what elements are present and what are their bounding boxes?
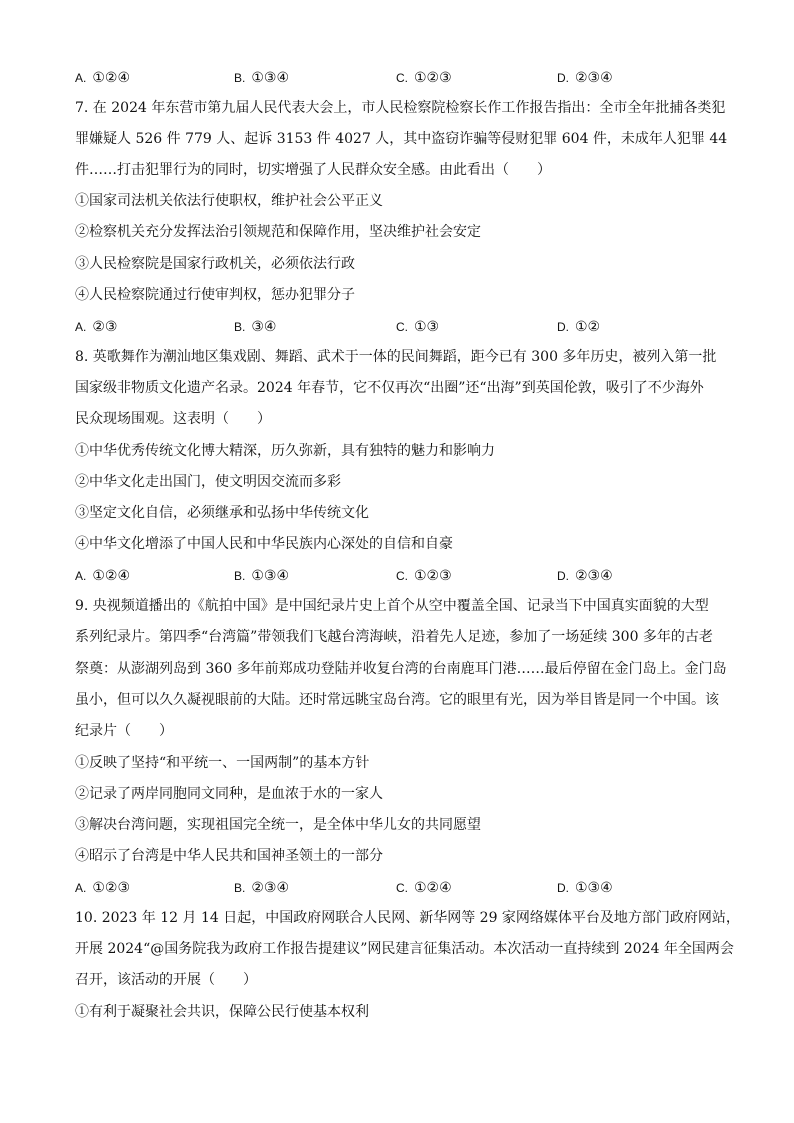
question-9-statement: ②记录了两岸同胞同文同种，是血浓于水的一家人 [75, 786, 383, 802]
option-a: A. ②③ [75, 319, 118, 335]
question-10-stem-line: 10. 2023 年 12 月 14 日起，中国政府网联合人民网、新华网等 29 家网络媒体平台及地方部门政府网站， [75, 910, 740, 926]
question-8-statement: ③坚定文化自信，必须继承和弘扬中华传统文化 [75, 505, 369, 521]
question-9-stem-line: 纪录片（ ） [75, 723, 173, 739]
option-b: B. ③④ [234, 319, 277, 335]
answer-options [75, 566, 725, 586]
question-7-stem-line: 件……打击犯罪行为的同时，切实增强了人民群众安全感。由此看出（ ） [75, 162, 551, 178]
question-7-statement: ①国家司法机关依法行使职权，维护社会公平正义 [75, 193, 383, 209]
option-d: D. ②③④ [557, 568, 613, 584]
option-c: C. ①②③ [396, 568, 452, 584]
option-d: D. ②③④ [557, 70, 613, 86]
question-9-statement: ①反映了坚持“和平统一、一国两制”的基本方针 [75, 755, 370, 771]
option-b: B. ①③④ [234, 70, 289, 86]
question-9-stem-line: 9. 央视频道播出的《航拍中国》是中国纪录片史上首个从空中覆盖全国、记录当下中国真实面貌的大型 [75, 598, 709, 614]
question-8-statement: ④中华文化增添了中国人民和中华民族内心深处的自信和自豪 [75, 536, 453, 552]
question-8-stem-line: 民众现场围观。这表明（ ） [75, 411, 271, 427]
question-7-statement: ③人民检察院是国家行政机关，必须依法行政 [75, 256, 355, 272]
option-d: D. ①③④ [557, 880, 613, 896]
question-8-stem-line: 8. 英歌舞作为潮汕地区集戏剧、舞蹈、武术于一体的民间舞蹈，距今已有 300 多年历史，被列入第一批 [75, 349, 717, 365]
question-10-statement: ①有利于凝聚社会共识，保障公民行使基本权利 [75, 1004, 369, 1020]
option-a: A. ①②④ [75, 568, 130, 584]
question-9-stem-line: 系列纪录片。第四季“台湾篇”带领我们飞越台湾海峡，沿着先人足迹，参加了一场延续 300 多年的古老 [75, 629, 713, 645]
option-b: B. ①③④ [234, 568, 289, 584]
option-c: C. ①③ [396, 319, 440, 335]
question-9-stem-line: 虽小，但可以久久凝视眼前的大陆。还时常远眺宝岛台湾。它的眼里有光，因为举目皆是同一个中国。该 [75, 692, 719, 708]
option-a: A. ①②③ [75, 880, 130, 896]
option-c: C. ①②③ [396, 70, 452, 86]
question-8-statement: ②中华文化走出国门，使文明因交流而多彩 [75, 474, 341, 490]
question-7-statement: ④人民检察院通过行使审判权，惩办犯罪分子 [75, 287, 355, 303]
question-7-statement: ②检察机关充分发挥法治引领规范和保障作用，坚决维护社会安定 [75, 224, 481, 240]
answer-options [75, 317, 725, 337]
option-c: C. ①②④ [396, 880, 452, 896]
question-8-stem-line: 国家级非物质文化遗产名录。2024 年春节，它不仅再次“出圈”还“出海”到英国伦敦，吸引了不少海外 [75, 380, 704, 396]
question-9-stem-line: 祭奠：从澎湖列岛到 360 多年前郑成功登陆并收复台湾的台南鹿耳门港……最后停留在金门岛上。金门岛 [75, 661, 727, 677]
question-9-statement: ③解决台湾问题，实现祖国完全统一，是全体中华儿女的共同愿望 [75, 817, 481, 833]
question-10-stem-line: 召开，该活动的开展（ ） [75, 972, 257, 988]
option-d: D. ①② [557, 319, 601, 335]
option-a: A. ①②④ [75, 70, 130, 86]
question-9-statement: ④昭示了台湾是中华人民共和国神圣领土的一部分 [75, 848, 383, 864]
answer-options [75, 878, 725, 898]
option-b: B. ②③④ [234, 880, 289, 896]
question-10-stem-line: 开展 2024“@国务院我为政府工作报告提建议”网民建言征集活动。本次活动一直持续到 2024 年全国两会 [75, 941, 734, 957]
question-7-stem-line: 罪嫌疑人 526 件 779 人、起诉 3153 件 4027 人，其中盗窃诈骗等侵财犯罪 604 件，未成年人犯罪 44 [75, 131, 728, 147]
answer-options [75, 68, 725, 88]
question-7-stem-line: 7. 在 2024 年东营市第九届人民代表大会上，市人民检察院检察长作工作报告指出：全市全年批捕各类犯 [75, 100, 726, 116]
question-8-statement: ①中华优秀传统文化博大精深，历久弥新，具有独特的魅力和影响力 [75, 443, 495, 459]
